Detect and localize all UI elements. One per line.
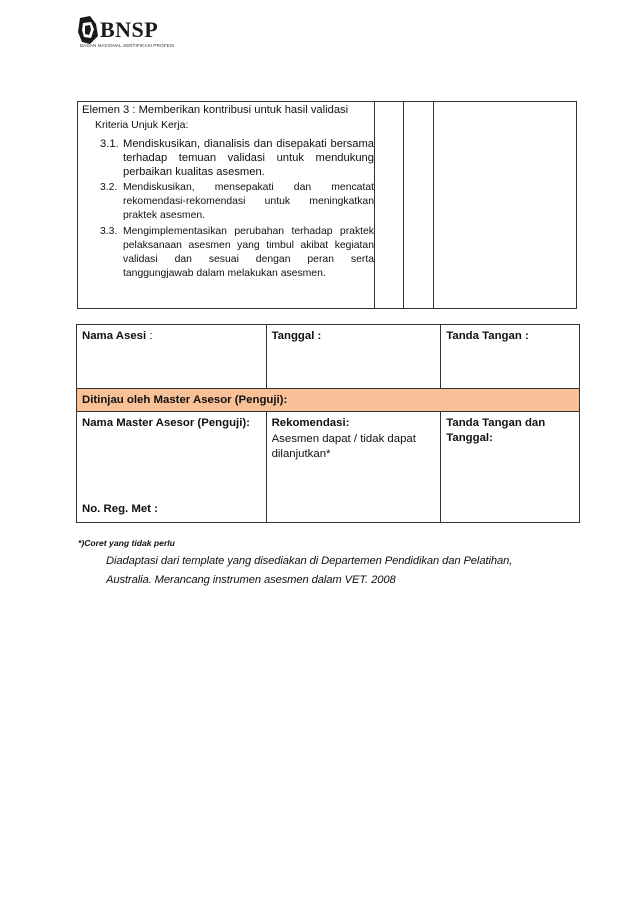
bnsp-emblem-icon <box>76 16 100 46</box>
criterion-number: 3.3. <box>100 226 118 237</box>
bnsp-logo <box>76 14 196 56</box>
logo-subtitle: BADAN NASIONAL SERTIFIKASI PROFESI <box>80 43 175 48</box>
element-title: Elemen 3 : Memberikan kontribusi untuk hasil validasi <box>82 104 349 116</box>
signature-table <box>76 324 580 523</box>
tanda-tangan-cell[interactable] <box>441 325 580 389</box>
check-cell-2[interactable] <box>404 102 434 309</box>
tanda-tangan-label: Tanda Tangan : <box>446 330 529 342</box>
element-table <box>77 101 577 309</box>
check-cell-1[interactable] <box>375 102 404 309</box>
master-name-label: Nama Master Asesor (Penguji): <box>82 417 250 429</box>
tanggal-cell[interactable] <box>266 325 441 389</box>
element-cell <box>78 102 375 309</box>
ttd-tanggal-cell[interactable] <box>441 412 580 523</box>
review-header: Ditinjau oleh Master Asesor (Penguji): <box>77 389 580 412</box>
rekomendasi-text: Asesmen dapat / tidak dapat dilanjutkan* <box>271 433 416 460</box>
criterion-number: 3.1. <box>100 138 119 150</box>
adaptation-line-2: Australia. Merancang instrumen asesmen dalam VET. 2008 <box>106 574 396 586</box>
comment-cell[interactable] <box>434 102 577 309</box>
adaptation-line-1: Diadaptasi dari template yang disediakan di Departemen Pendidikan dan Pelatihan, <box>106 555 513 567</box>
nama-asesi-cell[interactable] <box>77 325 267 389</box>
criterion-number: 3.2. <box>100 182 118 193</box>
criterion-item <box>82 181 374 223</box>
master-asesor-cell[interactable] <box>77 412 267 523</box>
ttd-tanggal-label: Tanda Tangan dan Tanggal: <box>446 417 546 444</box>
criterion-item <box>82 137 374 179</box>
criterion-item <box>82 225 374 281</box>
criteria-label: Kriteria Unjuk Kerja: <box>95 119 189 131</box>
criterion-text: Mengimplementasikan perubahan terhadap praktek pelaksanaan asesmen yang timbul akibat kegiatan validasi dan sesuai dengan peran serta tanggungjawab dalam melakukan asesmen. <box>123 226 374 279</box>
rekomendasi-label: Rekomendasi: <box>271 417 350 429</box>
nama-asesi-colon: : <box>146 330 153 342</box>
tanggal-label: Tanggal : <box>271 330 322 342</box>
footnote: *)Coret yang tidak perlu <box>78 538 175 548</box>
rekomendasi-cell[interactable] <box>266 412 441 523</box>
criterion-text: Mendiskusikan, dianalisis dan disepakati bersama terhadap temuan validasi untuk mendukung perbaikan kualitas asesmen. <box>123 138 374 178</box>
nama-asesi-label: Nama Asesi <box>82 330 147 342</box>
adaptation-note <box>106 552 512 590</box>
no-reg-label: No. Reg. Met : <box>82 503 158 515</box>
criterion-text: Mendiskusikan, mensepakati dan mencatat rekomendasi-rekomendasi untuk meningkatkan praktek asesmen. <box>123 182 374 221</box>
logo-brand: BNSP <box>100 17 159 42</box>
